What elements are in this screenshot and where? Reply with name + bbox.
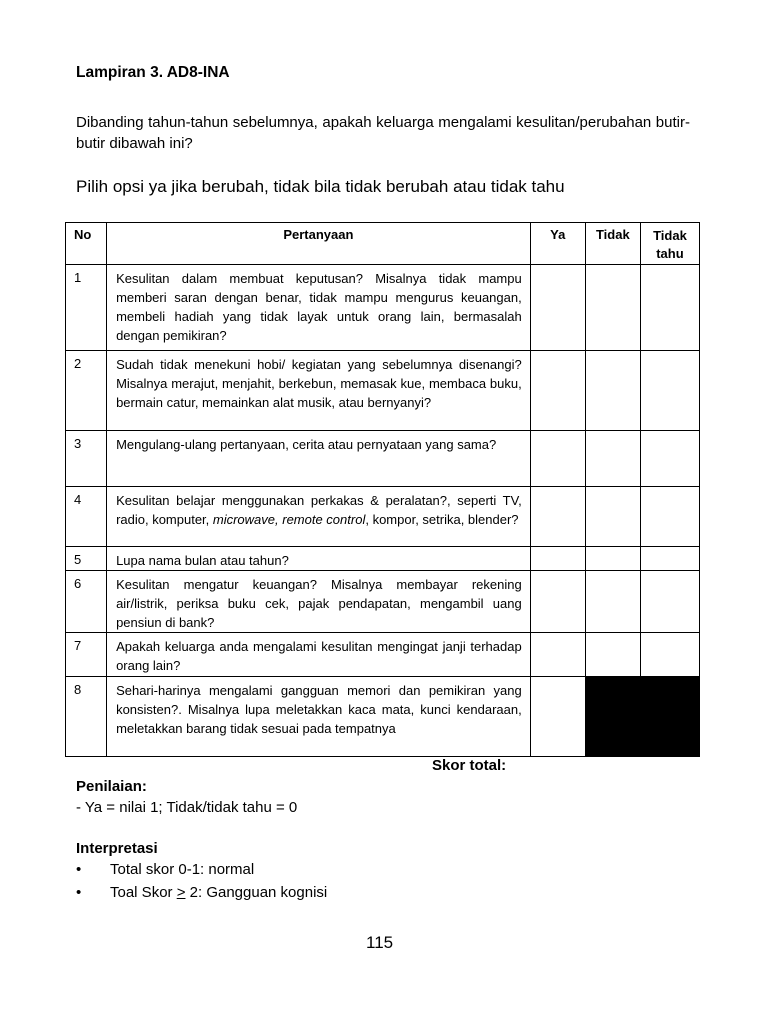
instruction-text: Pilih opsi ya jika berubah, tidak bila tidak berubah atau tidak tahu — [76, 177, 565, 196]
answer-cell-ya[interactable] — [530, 571, 585, 633]
answer-cell-tidak[interactable] — [585, 351, 640, 431]
question-text-italic: microwave, remote control — [212, 512, 366, 527]
total-score-label: Skor total: — [432, 757, 507, 774]
row-number: 4 — [66, 487, 107, 547]
header-tidak-tahu: Tidak tahu — [640, 223, 699, 265]
table-row — [66, 351, 700, 431]
question-text: Sehari-harinya mengalami gangguan memori dan pemikiran yang konsisten?. Misalnya lupa meletakkan kaca mata, kunci kendaraan, meletakkan barang tidak sesuai pada tempatnya — [107, 677, 531, 757]
row-number: 7 — [66, 633, 107, 677]
row-number: 5 — [66, 547, 107, 571]
row-number: 1 — [66, 265, 107, 351]
row-number: 8 — [66, 677, 107, 757]
question-text — [107, 487, 531, 547]
penilaian-rule: - Ya = nilai 1; Tidak/tidak tahu = 0 — [76, 799, 298, 816]
table-header-row — [66, 223, 700, 265]
answer-cell-tidak-tahu[interactable] — [640, 571, 699, 633]
interpretation-prefix: Toal Skor — [110, 884, 177, 901]
answer-cell-ya[interactable] — [530, 547, 585, 571]
header-tidak: Tidak — [585, 223, 640, 265]
question-text: Lupa nama bulan atau tahun? — [107, 547, 531, 571]
row-number: 6 — [66, 571, 107, 633]
answer-cell-tidak-tahu[interactable] — [640, 487, 699, 547]
answer-cell-tidak-tahu[interactable] — [640, 431, 699, 487]
row-number: 2 — [66, 351, 107, 431]
ad8-questionnaire-table — [65, 222, 700, 757]
answer-cell-ya[interactable] — [530, 431, 585, 487]
answer-cell-tidak[interactable] — [585, 431, 640, 487]
answer-cell-ya[interactable] — [530, 487, 585, 547]
answer-cell-ya[interactable] — [530, 677, 585, 757]
table-row — [66, 633, 700, 677]
bullet-icon: • — [76, 861, 82, 878]
interpretation-impairment — [110, 884, 327, 901]
header-no: No — [66, 223, 107, 265]
question-text-part: Kesulitan belajar menggunakan perkakas & peralatan?, seperti TV, radio, komputer, — [116, 493, 522, 527]
answer-cell-tidak[interactable] — [585, 633, 640, 677]
answer-cell-tidak-tahu[interactable] — [640, 351, 699, 431]
table-row — [66, 487, 700, 547]
answer-cell-tidak-tahu[interactable] — [640, 633, 699, 677]
question-text: Kesulitan dalam membuat keputusan? Misalnya tidak mampu memberi saran dengan benar, tidak mampu mengurus keuangan, membeli hadiah yang tidak layak untuk orang lain, bermasalah dengan pemikiran? — [107, 265, 531, 351]
header-ya: Ya — [530, 223, 585, 265]
table-row — [66, 265, 700, 351]
blocked-cell — [640, 677, 699, 757]
interpretation-normal: Total skor 0-1: normal — [110, 861, 255, 878]
row-number: 3 — [66, 431, 107, 487]
blocked-cell — [585, 677, 640, 757]
bullet-icon: • — [76, 884, 82, 901]
intro-paragraph: Dibanding tahun-tahun sebelumnya, apakah keluarga mengalami kesulitan/perubahan butir-butir dibawah ini? — [76, 114, 690, 152]
greater-equal-symbol: > — [176, 884, 186, 901]
table-row — [66, 547, 700, 571]
penilaian-heading: Penilaian: — [76, 778, 147, 795]
question-text-part: , kompor, setrika, blender? — [365, 512, 519, 527]
interpretation-suffix: 2: Gangguan kognisi — [185, 884, 328, 901]
answer-cell-tidak-tahu[interactable] — [640, 547, 699, 571]
answer-cell-tidak[interactable] — [585, 571, 640, 633]
answer-cell-ya[interactable] — [530, 633, 585, 677]
answer-cell-tidak[interactable] — [585, 547, 640, 571]
question-text: Kesulitan mengatur keuangan? Misalnya membayar rekening air/listrik, periksa buku cek, pajak pendapatan, mengambil uang pensiun di bank? — [107, 571, 531, 633]
answer-cell-ya[interactable] — [530, 351, 585, 431]
table-row — [66, 571, 700, 633]
answer-cell-ya[interactable] — [530, 265, 585, 351]
table-row — [66, 677, 700, 757]
question-text: Apakah keluarga anda mengalami kesulitan mengingat janji terhadap orang lain? — [107, 633, 531, 677]
answer-cell-tidak[interactable] — [585, 487, 640, 547]
page-number: 115 — [366, 933, 394, 952]
answer-cell-tidak[interactable] — [585, 265, 640, 351]
answer-cell-tidak-tahu[interactable] — [640, 265, 699, 351]
page-title: Lampiran 3. AD8-INA — [76, 64, 230, 81]
interpretasi-heading: Interpretasi — [76, 840, 158, 857]
question-text: Sudah tidak menekuni hobi/ kegiatan yang sebelumnya disenangi? Misalnya merajut, menjahit, berkebun, memasak kue, membaca buku, bermain catur, memainkan alat musik, atau bernyanyi? — [107, 351, 531, 431]
question-text: Mengulang-ulang pertanyaan, cerita atau pernyataan yang sama? — [107, 431, 531, 487]
table-row — [66, 431, 700, 487]
header-question: Pertanyaan — [107, 223, 531, 265]
